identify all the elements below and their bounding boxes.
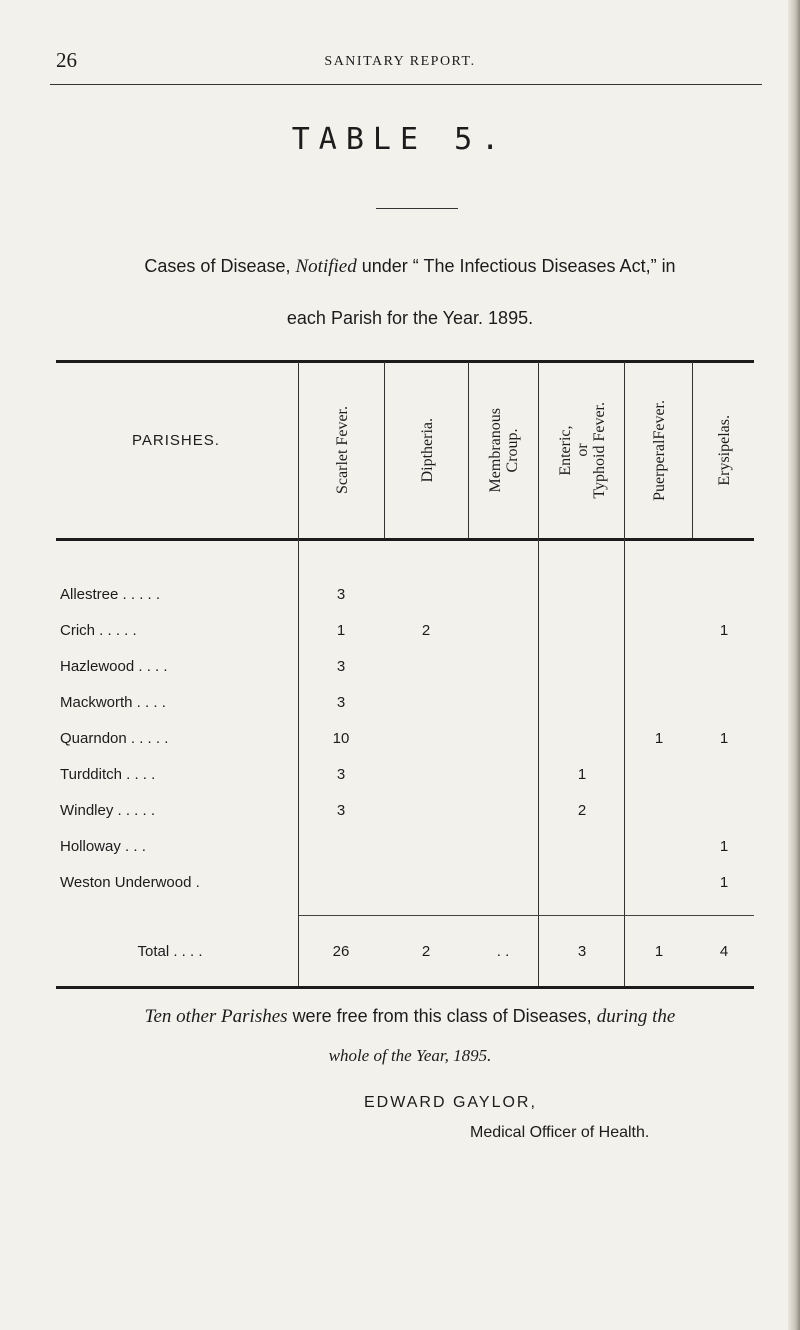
header-bottom-rule (56, 538, 754, 541)
parish-name: Weston Underwood . (60, 874, 200, 891)
column-header-text: Erysipelas. (715, 414, 733, 486)
total-label: Total . . . . (137, 943, 203, 960)
table-bottom-rule (56, 986, 754, 989)
column-header-text: Membranous Croup. (487, 407, 521, 493)
page-edge (788, 0, 800, 1330)
footnote-line-1 (40, 1006, 780, 1028)
signature-name: EDWARD GAYLOR, (364, 1094, 537, 1111)
total-cell: 2 (421, 943, 431, 960)
column-header-membranous-croup (470, 362, 538, 538)
table-cell: 1 (719, 874, 729, 891)
parish-name: Quarndon . . . . . (60, 730, 169, 747)
table-cell: 3 (336, 802, 346, 819)
page-number: 26 (56, 48, 77, 72)
table-cell: 1 (577, 766, 587, 783)
column-divider (538, 362, 539, 986)
table-cell: 1 (719, 838, 729, 855)
caption-italic: Notified (295, 256, 357, 277)
parish-name: Turdditch . . . . (60, 766, 156, 783)
column-header-text: PuerperalFever. (650, 399, 668, 501)
signature-title: Medical Officer of Health. (470, 1124, 650, 1141)
table-cell: 10 (332, 730, 350, 747)
column-divider (692, 362, 693, 538)
parish-name: Windley . . . . . (60, 802, 156, 819)
caption-text: Cases of Disease, (144, 256, 291, 276)
parish-name: Holloway . . . (60, 838, 146, 855)
column-header-puerperal-fever (626, 362, 692, 538)
column-header-scarlet-fever (300, 362, 384, 538)
table-cell: 3 (336, 586, 346, 603)
column-divider (468, 362, 469, 538)
column-header-text: Scarlet Fever. (333, 406, 351, 494)
column-header-text: Diptheria. (418, 417, 436, 483)
column-divider (298, 362, 299, 986)
running-head: SANITARY REPORT. (324, 54, 476, 69)
total-rule (298, 915, 754, 916)
table-cell: 1 (719, 622, 729, 639)
footnote-text: were free from this class of Diseases, (292, 1006, 592, 1026)
table-cell: 2 (421, 622, 431, 639)
table-title: TABLE 5. (291, 122, 509, 157)
parish-name: Mackworth . . . . (60, 694, 166, 711)
column-divider (624, 362, 625, 986)
table-cell: 1 (336, 622, 346, 639)
page-header (50, 48, 750, 78)
table-cell: 3 (336, 658, 346, 675)
total-cell: 26 (332, 943, 350, 960)
parish-name: Allestree . . . . . (60, 586, 161, 603)
table-cell: 2 (577, 802, 587, 819)
column-header-diptheria (386, 362, 468, 538)
column-divider (384, 362, 385, 538)
parish-name: Hazlewood . . . . (60, 658, 168, 675)
parish-name: Crich . . . . . (60, 622, 137, 639)
column-header-erysipelas (694, 362, 754, 538)
total-cell: 1 (654, 943, 664, 960)
table-cell: 3 (336, 766, 346, 783)
table-cell: 1 (654, 730, 664, 747)
parishes-header: PARISHES. (132, 432, 220, 449)
total-cell: 3 (577, 943, 587, 960)
title-rule (376, 208, 458, 209)
caption-line-1 (40, 256, 780, 277)
column-header-enteric (540, 362, 624, 538)
table-cell: 1 (719, 730, 729, 747)
footnote-italic: Ten other Parishes (144, 1006, 288, 1027)
caption-text: under “ The Infectious Diseases Act,” in (361, 256, 676, 276)
footnote-line-2: whole of the Year, 1895. (328, 1046, 492, 1065)
total-cell: . . (496, 943, 510, 960)
caption-line-2: each Parish for the Year. 1895. (286, 308, 534, 328)
table-cell: 3 (336, 694, 346, 711)
column-header-text: Enteric, or Typhoid Fever. (556, 401, 608, 499)
footnote-italic: during the (596, 1006, 676, 1027)
header-rule (50, 84, 762, 85)
total-cell: 4 (719, 943, 729, 960)
